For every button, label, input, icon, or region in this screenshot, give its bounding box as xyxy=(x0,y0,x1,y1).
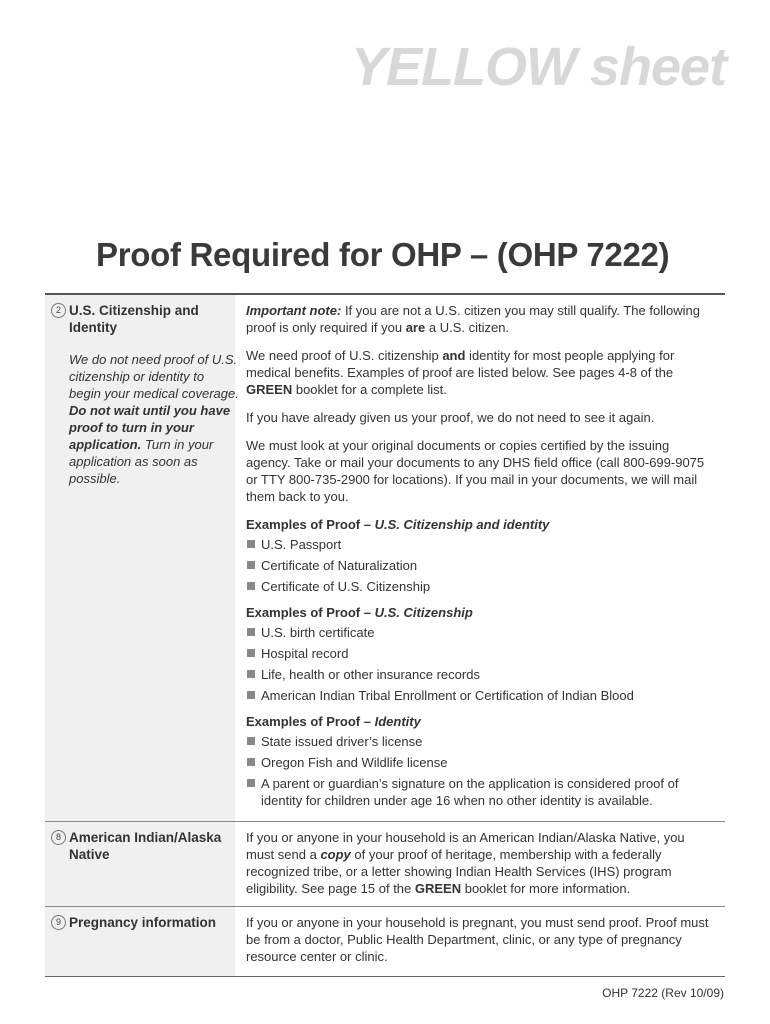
p2-text-c: booklet for a complete list. xyxy=(292,382,447,397)
section-heading: Pregnancy information xyxy=(69,915,217,930)
section-body xyxy=(246,822,716,908)
list-item xyxy=(246,645,716,662)
p2-text-b: identity for most people applying for medical benefits. Examples of proof are listed below. See pages 4-8 of the xyxy=(246,348,675,380)
list-item xyxy=(246,624,716,641)
square-bullet-icon xyxy=(247,628,255,636)
page-title: Proof Required for OHP – (OHP 7222) xyxy=(96,236,670,273)
ex1-prefix: Examples of Proof – xyxy=(246,517,375,532)
list-item xyxy=(246,775,716,809)
native-green: GREEN xyxy=(414,881,462,896)
list-item-text: Hospital record xyxy=(261,646,349,661)
list-item xyxy=(246,733,716,750)
section-body xyxy=(246,907,716,976)
native-text-1: If you or anyone in your household is an American Indian/Alaska Native, you must send a xyxy=(246,830,685,862)
paragraph-native xyxy=(246,829,716,897)
section-body xyxy=(246,295,716,818)
examples-list-citizenship-identity xyxy=(246,536,716,595)
side-note-text-2: Turn in your application as soon as possible. xyxy=(69,437,214,486)
native-copy: copy xyxy=(320,847,351,862)
section-number-badge: 9 xyxy=(51,915,66,930)
form-id-footer: OHP 7222 (Rev 10/09) xyxy=(602,986,724,1000)
p2-text-a: We need proof of U.S. citizenship xyxy=(246,348,443,363)
section-pregnancy xyxy=(45,907,725,977)
list-item xyxy=(246,754,716,771)
section-number-badge: 8 xyxy=(51,830,66,845)
sheet-label: YELLOW sheet xyxy=(350,37,726,97)
important-text: If you are not a U.S. citizen you may still qualify. The following proof is only required if you xyxy=(246,303,700,335)
important-are: are xyxy=(405,320,426,335)
list-item-text: American Indian Tribal Enrollment or Certification of Indian Blood xyxy=(261,688,634,703)
list-item-text: Life, health or other insurance records xyxy=(261,667,480,682)
square-bullet-icon xyxy=(247,649,255,657)
ex2-prefix: Examples of Proof – xyxy=(246,605,375,620)
paragraph-original-docs: We must look at your original documents or copies certified by the issuing agency. Take or mail your documents to any DHS field office (call 800-699-9075 or TTY 800-735-2900 for locations). If you mail in your documents, we will mail them back to you. xyxy=(246,438,705,504)
square-bullet-icon xyxy=(247,670,255,678)
examples-heading-citizenship-identity xyxy=(246,516,716,533)
p2-and: and xyxy=(442,348,466,363)
side-note-emphasis: Do not wait until you have proof to turn in your application. xyxy=(69,403,231,452)
list-item xyxy=(246,687,716,704)
ex1-topic: U.S. Citizenship and identity xyxy=(374,517,550,532)
important-text-end: a U.S. citizen. xyxy=(425,320,510,335)
ex3-topic: Identity xyxy=(374,714,421,729)
list-item xyxy=(246,536,716,553)
p2-green: GREEN xyxy=(246,382,293,397)
list-item-text: Certificate of U.S. Citizenship xyxy=(261,579,431,594)
list-item-text: Certificate of Naturalization xyxy=(261,558,418,573)
square-bullet-icon xyxy=(247,779,255,787)
square-bullet-icon xyxy=(247,561,255,569)
section-native xyxy=(45,822,725,907)
square-bullet-icon xyxy=(247,582,255,590)
section-heading: U.S. Citizenship and Identity xyxy=(69,303,199,335)
square-bullet-icon xyxy=(247,540,255,548)
important-label: Important note: xyxy=(246,303,342,318)
examples-heading-identity xyxy=(246,713,716,730)
ex3-prefix: Examples of Proof – xyxy=(246,714,375,729)
list-item-text: U.S. birth certificate xyxy=(261,625,375,640)
list-item xyxy=(246,557,716,574)
paragraph-pregnancy: If you or anyone in your household is pregnant, you must send proof. Proof must be from a doctor, Public Health Department, clinic, or any type of pregnancy resource center or clinic. xyxy=(246,915,709,964)
examples-list-citizenship xyxy=(246,624,716,704)
list-item xyxy=(246,666,716,683)
section-citizenship xyxy=(45,295,725,822)
important-note xyxy=(246,302,716,336)
square-bullet-icon xyxy=(247,737,255,745)
list-item-text: U.S. Passport xyxy=(261,537,342,552)
section-number-badge: 2 xyxy=(51,303,66,318)
square-bullet-icon xyxy=(247,691,255,699)
side-note-text: We do not need proof of U.S. citizenship or identity to begin your medical coverage. xyxy=(69,352,239,401)
ex2-topic: U.S. Citizenship xyxy=(374,605,473,620)
list-item xyxy=(246,578,716,595)
examples-list-identity xyxy=(246,733,716,809)
list-item-text: State issued driver’s license xyxy=(261,734,423,749)
section-heading: American Indian/Alaska Native xyxy=(69,830,222,862)
native-text-3: booklet for more information. xyxy=(461,881,631,896)
paragraph-proof-needed xyxy=(246,347,716,398)
paragraph-already-given: If you have already given us your proof, we do not need to see it again. xyxy=(246,410,655,425)
square-bullet-icon xyxy=(247,758,255,766)
side-note xyxy=(69,351,239,487)
list-item-text: A parent or guardian’s signature on the application is considered proof of identity for children under age 16 when no other identity is available. xyxy=(261,776,679,808)
examples-heading-citizenship xyxy=(246,604,716,621)
list-item-text: Oregon Fish and Wildlife license xyxy=(261,755,448,770)
native-text-2: of your proof of heritage, membership with a federally recognized tribe, or a letter showing Indian Health Services (IHS) program eligibility. See page 15 of the xyxy=(246,847,672,896)
